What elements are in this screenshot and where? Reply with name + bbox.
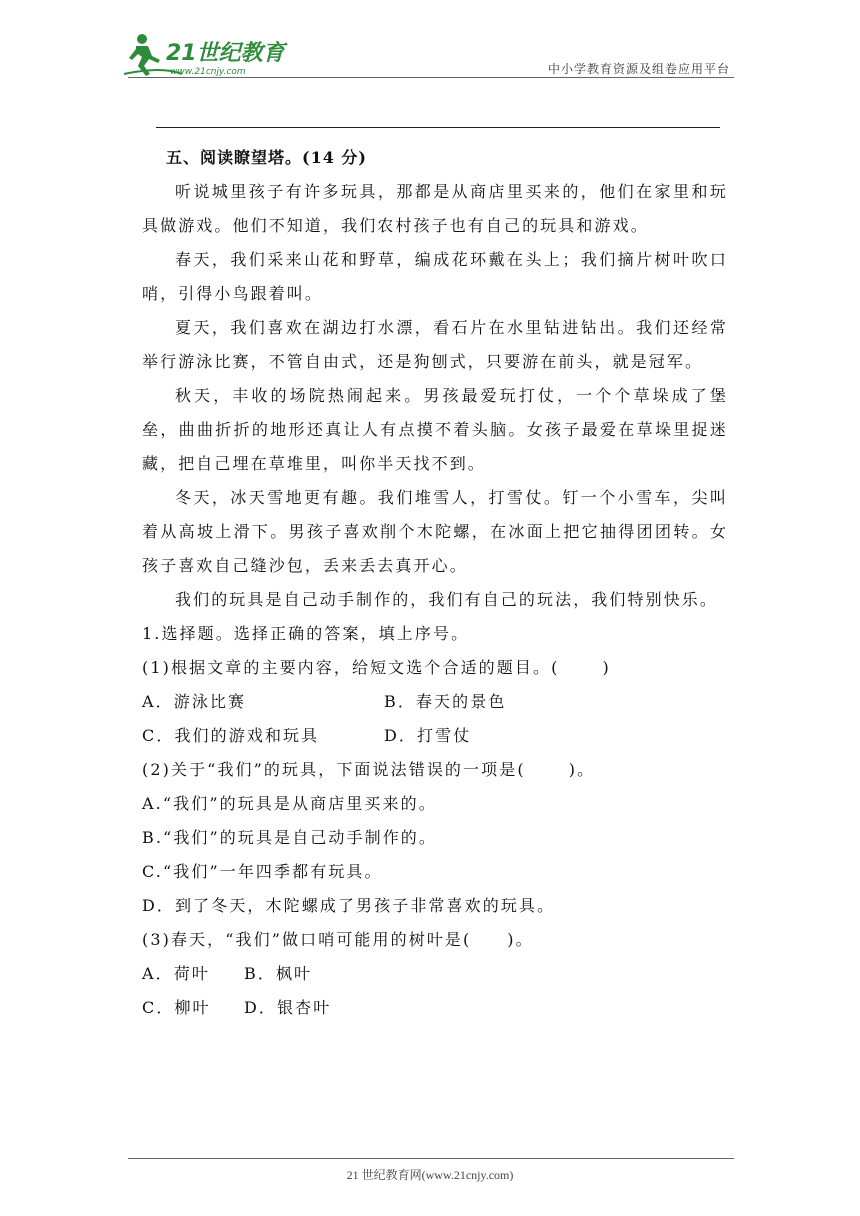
q2-option-d: D．到了冬天，木陀螺成了男孩子非常喜欢的玩具。 [142,896,556,915]
q3-option-d: D．银杏叶 [244,998,332,1017]
question-3-stem: (3)春天，“我们”做口哨可能用的树叶是( )。 [142,930,534,949]
content-top-rule [156,127,720,128]
section-title: 五、阅读瞭望塔。(14 分) [166,148,367,167]
paragraph-6: 我们的玩具是自己动手制作的，我们有自己的玩法，我们特别快乐。 [175,590,719,609]
paragraph-5: 冬天，冰天雪地更有趣。我们堆雪人，打雪仗。钉一个小雪车，尖叫着从高坡上滑下。男孩子喜欢削个木陀螺，在冰面上把它抽得团团转。女孩子喜欢自己缝沙包，丢来丢去真开心。 [142,488,728,575]
question-1-options-row-2 [142,719,728,753]
q1-option-a: A．游泳比赛 [142,692,247,711]
q2-option-b: B.“我们”的玩具是自己动手制作的。 [142,828,438,847]
question-3-options-row-2 [142,991,728,1025]
q3-option-b: B．枫叶 [244,964,313,983]
svg-text:www.21cnjy.com: www.21cnjy.com [170,67,246,77]
reading-section [142,141,728,1025]
footer-divider [128,1158,734,1159]
question-2-stem: (2)关于“我们”的玩具，下面说法错误的一项是( )。 [142,760,596,779]
runner-logo-icon [122,30,292,80]
question-intro: 1.选择题。选择正确的答案，填上序号。 [142,624,470,643]
svg-text:21世纪教育: 21世纪教育 [166,41,285,66]
q2-option-c: C.“我们”一年四季都有玩具。 [142,862,383,881]
question-3-options-row-1 [142,957,728,991]
q2-option-a: A.“我们”的玩具是从商店里买来的。 [142,794,437,813]
page-footer: 21 世纪教育网(www.21cnjy.com) [346,1168,514,1182]
q1-option-d: D．打雪仗 [384,726,472,745]
question-1-options-row-1 [142,685,728,719]
site-logo [122,30,292,80]
q1-option-b: B．春天的景色 [384,692,507,711]
page-header [0,0,860,90]
question-1-stem: (1)根据文章的主要内容，给短文选个合适的题目。( ) [142,658,611,677]
paragraph-3: 夏天，我们喜欢在湖边打水漂，看石片在水里钻进钻出。我们还经常举行游泳比赛，不管自由式，还是狗刨式，只要游在前头，就是冠军。 [142,318,728,371]
q3-option-c: C．柳叶 [142,998,211,1017]
q1-option-c: C．我们的游戏和玩具 [142,726,320,745]
paragraph-4: 秋天，丰收的场院热闹起来。男孩最爱玩打仗，一个个草垛成了堡垒，曲曲折折的地形还真让人有点摸不着头脑。女孩子最爱在草垛里捉迷藏，把自己埋在草堆里，叫你半天找不到。 [142,386,728,473]
paragraph-1: 听说城里孩子有许多玩具，那都是从商店里买来的，他们在家里和玩具做游戏。他们不知道，我们农村孩子也有自己的玩具和游戏。 [142,182,728,235]
header-divider [128,77,734,78]
platform-tagline: 中小学教育资源及组卷应用平台 [547,62,730,76]
q3-option-a: A．荷叶 [142,964,210,983]
paragraph-2: 春天，我们采来山花和野草，编成花环戴在头上；我们摘片树叶吹口哨，引得小鸟跟着叫。 [142,250,728,303]
